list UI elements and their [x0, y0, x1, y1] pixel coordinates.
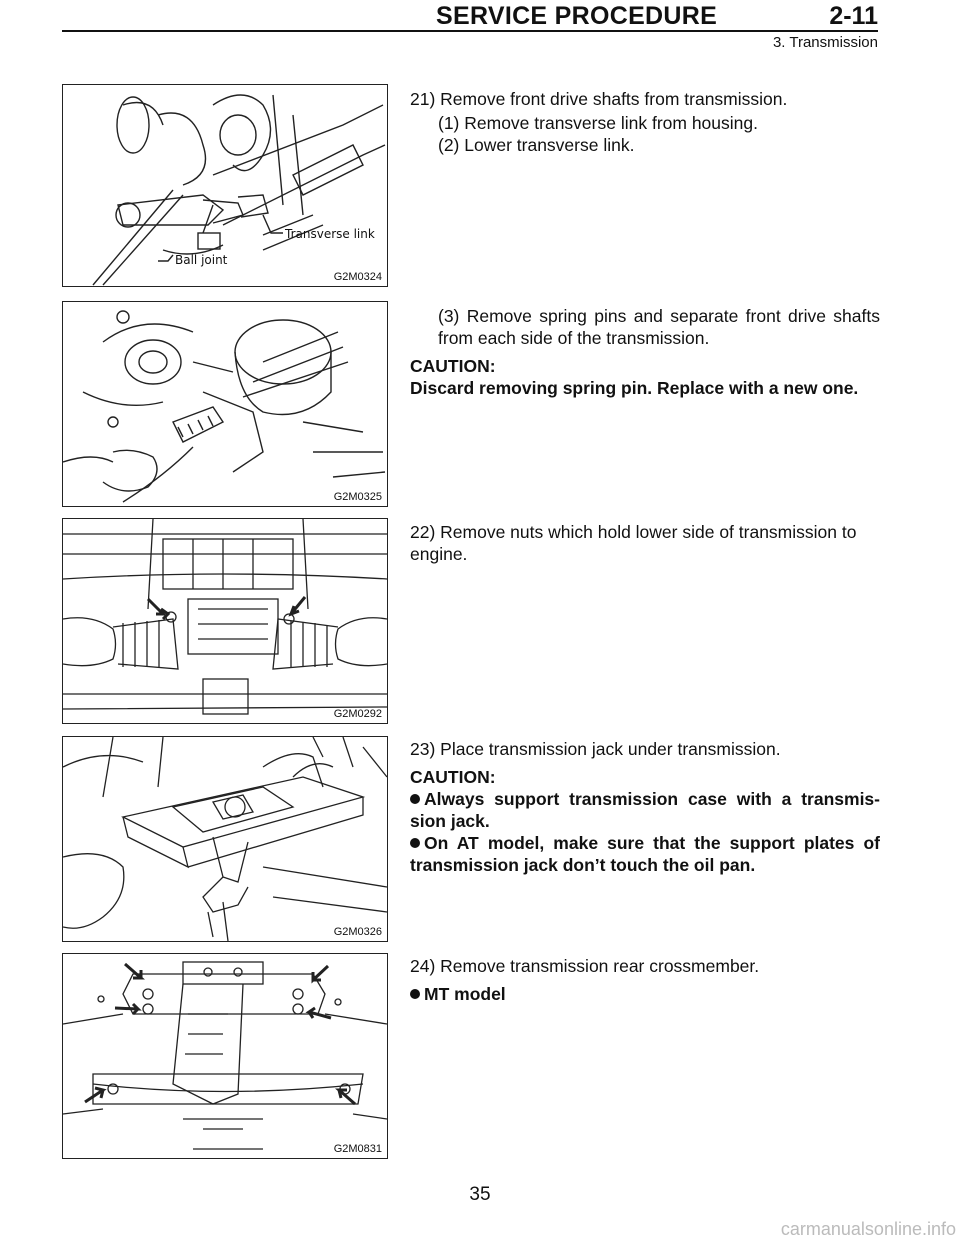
step-21-sub-1: (1) Remove transverse link from housing. [438, 113, 758, 133]
bullet-icon [410, 794, 420, 804]
figure-id: G2M0324 [333, 271, 382, 283]
bullet-icon [410, 989, 420, 999]
page-number: 35 [469, 1184, 491, 1205]
caution-label: CAUTION: [410, 767, 496, 787]
header-rule [62, 30, 878, 32]
figure-id: G2M0326 [333, 926, 382, 938]
step-21 [410, 88, 880, 156]
caution-label: CAUTION: [410, 356, 496, 376]
figure-id: G2M0292 [333, 708, 382, 720]
figure-transmission-jack [62, 736, 388, 942]
model-bullet-mt: MT model [424, 984, 506, 1004]
step-24 [410, 955, 880, 1005]
transmission-nuts-drawing [63, 519, 387, 723]
figure-id: G2M0831 [333, 1143, 382, 1155]
step-21-sub-2: (2) Lower transverse link. [438, 135, 635, 155]
caution-bullet-1: Always support transmission case with a transmis-sion jack. [410, 789, 880, 831]
step-21-text: 21) Remove front drive shafts from transmission. [410, 89, 788, 109]
step-24-text: 24) Remove transmission rear crossmember. [410, 956, 760, 976]
step-22 [410, 521, 880, 571]
label-transverse-link: Transverse link [285, 227, 375, 241]
figure-rear-crossmember [62, 953, 388, 1159]
label-ball-joint: Ball joint [175, 253, 228, 267]
caution-bullet-2: On AT model, make sure that the support plates of transmission jack don’t touch the oil pan. [410, 833, 880, 875]
transmission-jack-drawing [63, 737, 387, 941]
step-21-sub-3-block [410, 305, 880, 399]
step-23 [410, 738, 880, 876]
figure-id: G2M0325 [333, 491, 382, 503]
caution-text: Discard removing spring pin. Replace with a new one. [410, 378, 859, 398]
step-23-text: 23) Place transmission jack under transmission. [410, 739, 781, 759]
figure-transverse-link [62, 84, 388, 287]
page-section-title: SERVICE PROCEDURE [436, 2, 718, 30]
spring-pin-drawing [63, 302, 387, 506]
figure-spring-pin [62, 301, 388, 507]
page-subsection: 3. Transmission [772, 34, 878, 51]
bullet-icon [410, 838, 420, 848]
rear-crossmember-drawing [63, 954, 387, 1158]
step-21-sub-3: (3) Remove spring pins and separate front drive shafts from each side of the transmission. [438, 306, 880, 348]
figure-transmission-nuts [62, 518, 388, 724]
page-section-code: 2-11 [829, 2, 878, 30]
footer-watermark: carmanualsonline.info [780, 1219, 956, 1239]
step-22-text: 22) Remove nuts which hold lower side of transmission to engine. [410, 522, 857, 564]
